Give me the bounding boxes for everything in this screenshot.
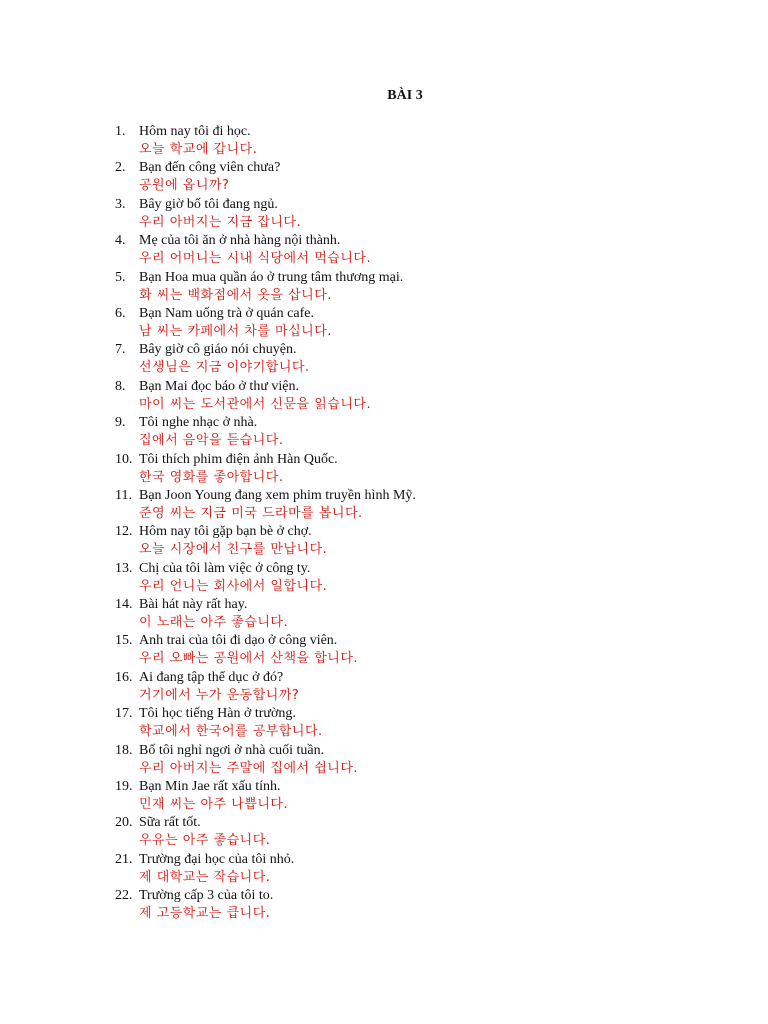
item-number: 12. (115, 524, 133, 540)
list-item (0, 523, 768, 559)
vietnamese-sentence: Mẹ của tôi ăn ở nhà hàng nội thành. (139, 233, 341, 249)
vietnamese-sentence: Hôm nay tôi đi học. (139, 124, 251, 139)
korean-translation: 집에서 음악을 듣습니다. (139, 433, 284, 449)
list-item (0, 159, 768, 195)
vietnamese-sentence: Trường cấp 3 của tôi to. (139, 888, 274, 904)
vietnamese-sentence: Ai đang tập thể dục ở đó? (139, 669, 284, 685)
list-item (0, 269, 768, 305)
list-item (0, 560, 768, 596)
korean-translation: 이 노래는 아주 좋습니다. (139, 615, 289, 631)
korean-translation: 준영 씨는 지금 미국 드라마를 봅니다. (139, 505, 363, 521)
vietnamese-sentence: Bài hát này rất hay. (139, 597, 248, 613)
korean-translation: 우리 아버지는 지금 잡니다. (139, 214, 302, 230)
list-item (0, 887, 768, 923)
vietnamese-sentence: Tôi thích phim điện ảnh Hàn Quốc. (139, 451, 338, 467)
korean-translation: 우리 어머니는 시내 식당에서 먹습니다. (139, 251, 372, 267)
list-item (0, 232, 768, 268)
vietnamese-sentence: Bây giờ cô giáo nói chuyện. (139, 342, 297, 358)
item-number: 5. (115, 269, 126, 285)
korean-translation: 우유는 아주 좋습니다. (139, 833, 271, 849)
item-number: 2. (115, 160, 126, 176)
korean-translation: 민재 씨는 아주 나쁩니다. (139, 797, 289, 813)
item-number: 14. (115, 597, 133, 613)
korean-translation: 우리 언니는 회사에서 일합니다. (139, 578, 328, 594)
item-number: 11. (115, 487, 132, 503)
item-number: 21. (115, 851, 133, 867)
list-item (0, 196, 768, 232)
item-number: 6. (115, 305, 126, 321)
vietnamese-sentence: Bạn đến công viên chưa? (139, 160, 281, 176)
vietnamese-sentence: Chị của tôi làm việc ở công ty. (139, 560, 311, 576)
vietnamese-sentence: Bạn Nam uống trà ở quán cafe. (139, 305, 314, 321)
korean-translation: 거기에서 누가 운동합니까? (139, 687, 300, 703)
item-number: 7. (115, 342, 126, 358)
item-number: 18. (115, 742, 133, 758)
vietnamese-sentence: Trường đại học của tôi nhỏ. (139, 851, 295, 867)
item-number: 20. (115, 815, 133, 831)
item-number: 4. (115, 233, 126, 249)
vietnamese-sentence: Tôi nghe nhạc ở nhà. (139, 415, 258, 431)
korean-translation: 제 고등학교는 큽니다. (139, 906, 271, 922)
list-item (0, 341, 768, 377)
list-item (0, 596, 768, 632)
vietnamese-sentence: Tôi học tiếng Hàn ở trường. (139, 706, 296, 722)
item-number: 22. (115, 888, 133, 904)
list-item (0, 123, 768, 159)
vietnamese-sentence: Sữa rất tốt. (139, 815, 201, 831)
exercise-list (0, 123, 768, 924)
item-number: 9. (115, 415, 126, 431)
list-item (0, 814, 768, 850)
vietnamese-sentence: Bạn Mai đọc báo ở thư viện. (139, 378, 300, 394)
korean-translation: 화 씨는 백화점에서 옷을 삽니다. (139, 287, 332, 303)
korean-translation: 선생님은 지금 이야기합니다. (139, 360, 310, 376)
item-number: 13. (115, 560, 133, 576)
list-item (0, 778, 768, 814)
vietnamese-sentence: Bạn Min Jae rất xấu tính. (139, 779, 281, 795)
item-number: 8. (115, 378, 126, 394)
list-item (0, 632, 768, 668)
item-number: 19. (115, 779, 133, 795)
korean-translation: 학교에서 한국어를 공부합니다. (139, 724, 323, 740)
item-number: 10. (115, 451, 133, 467)
item-number: 15. (115, 633, 133, 649)
korean-translation: 오늘 학교에 갑니다. (139, 142, 258, 157)
list-item (0, 487, 768, 523)
list-item (0, 451, 768, 487)
item-number: 3. (115, 196, 126, 212)
vietnamese-sentence: Bây giờ bố tôi đang ngủ. (139, 196, 278, 212)
vietnamese-sentence: Bạn Joon Young đang xem phim truyền hình Mỹ. (139, 487, 416, 503)
korean-translation: 우리 오빠는 공원에서 산책을 합니다. (139, 651, 359, 667)
list-item (0, 378, 768, 414)
list-item (0, 669, 768, 705)
vietnamese-sentence: Anh trai của tôi đi dạo ở công viên. (139, 633, 338, 649)
vietnamese-sentence: Bố tôi nghỉ ngơi ở nhà cuối tuần. (139, 742, 325, 758)
korean-translation: 제 대학교는 작습니다. (139, 869, 271, 885)
vietnamese-sentence: Hôm nay tôi gặp bạn bè ở chợ. (139, 524, 312, 540)
korean-translation: 한국 영화를 좋아합니다. (139, 469, 284, 485)
item-number: 17. (115, 706, 133, 722)
list-item (0, 414, 768, 450)
item-number: 16. (115, 669, 133, 685)
list-item (0, 742, 768, 778)
korean-translation: 오늘 시장에서 친구를 만납니다. (139, 542, 328, 558)
list-item (0, 705, 768, 741)
item-number: 1. (115, 124, 126, 139)
korean-translation: 공원에 옵니까? (139, 178, 230, 194)
list-item (0, 305, 768, 341)
korean-translation: 마이 씨는 도서관에서 신문을 읽습니다. (139, 396, 372, 412)
page-title: BÀI 3 (387, 88, 423, 103)
vietnamese-sentence: Bạn Hoa mua quần áo ở trung tâm thương mại. (139, 269, 404, 285)
korean-translation: 우리 아버지는 주말에 집에서 쉽니다. (139, 760, 359, 776)
korean-translation: 남 씨는 카페에서 차를 마십니다. (139, 323, 332, 339)
list-item (0, 851, 768, 887)
